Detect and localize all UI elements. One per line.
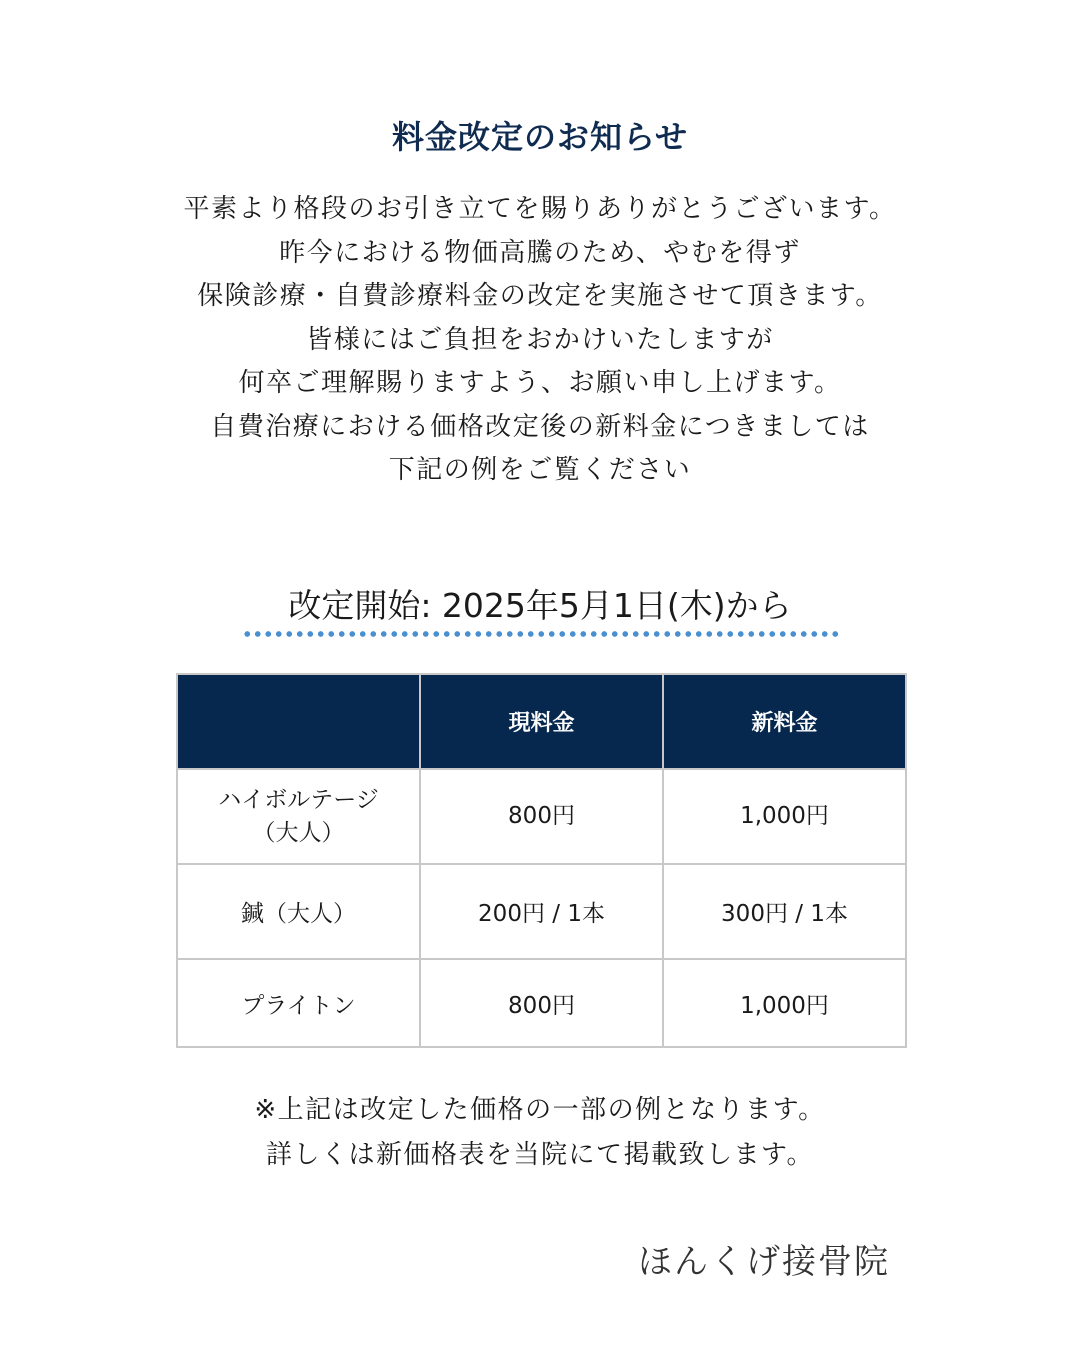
new-price: 300円 / 1本 — [663, 864, 906, 959]
intro-line: 自費治療における価格改定後の新料金につきましては — [210, 411, 870, 442]
intro-line: 下記の例をご覧ください — [388, 455, 692, 485]
intro-text — [0, 188, 1080, 493]
footnote-line: 詳しくは新価格表を当院にて掲載致します。 — [266, 1140, 814, 1170]
table-row — [177, 959, 906, 1047]
table-row — [177, 864, 906, 959]
header-new-price: 新料金 — [663, 674, 906, 769]
new-price: 1,000円 — [663, 959, 906, 1047]
dotted-divider — [242, 630, 838, 638]
current-price: 800円 — [420, 769, 663, 864]
intro-line: 昨今における物価高騰のため、やむを得ず — [279, 237, 801, 268]
item-name: 鍼（大人） — [177, 864, 420, 959]
intro-line: 何卒ご理解賜りますよう、お願い申し上げます。 — [238, 368, 842, 398]
price-table — [176, 673, 907, 1048]
item-name: プライトン — [177, 959, 420, 1047]
footnote-line: ※上記は改定した価格の一部の例となります。 — [254, 1095, 826, 1125]
item-name: ハイボルテージ （大人） — [177, 769, 420, 864]
intro-line: 平素より格段のお引き立てを賜りありがとうございます。 — [183, 194, 897, 224]
table-header-row — [177, 674, 906, 769]
current-price: 800円 — [420, 959, 663, 1047]
intro-line: 保険診療・自費診療料金の改定を実施させて頂きます。 — [197, 281, 883, 311]
footnote — [0, 1088, 1080, 1178]
header-blank — [177, 674, 420, 769]
intro-line: 皆様にはご負担をおかけいたしますが — [306, 324, 774, 355]
page-title: 料金改定のお知らせ — [391, 118, 689, 156]
start-date-heading: 改定開始: 2025年5月1日(木)から — [288, 586, 792, 625]
table-row — [177, 769, 906, 864]
clinic-name: ほんくげ接骨院 — [638, 1242, 890, 1282]
new-price: 1,000円 — [663, 769, 906, 864]
current-price: 200円 / 1本 — [420, 864, 663, 959]
header-current-price: 現料金 — [420, 674, 663, 769]
